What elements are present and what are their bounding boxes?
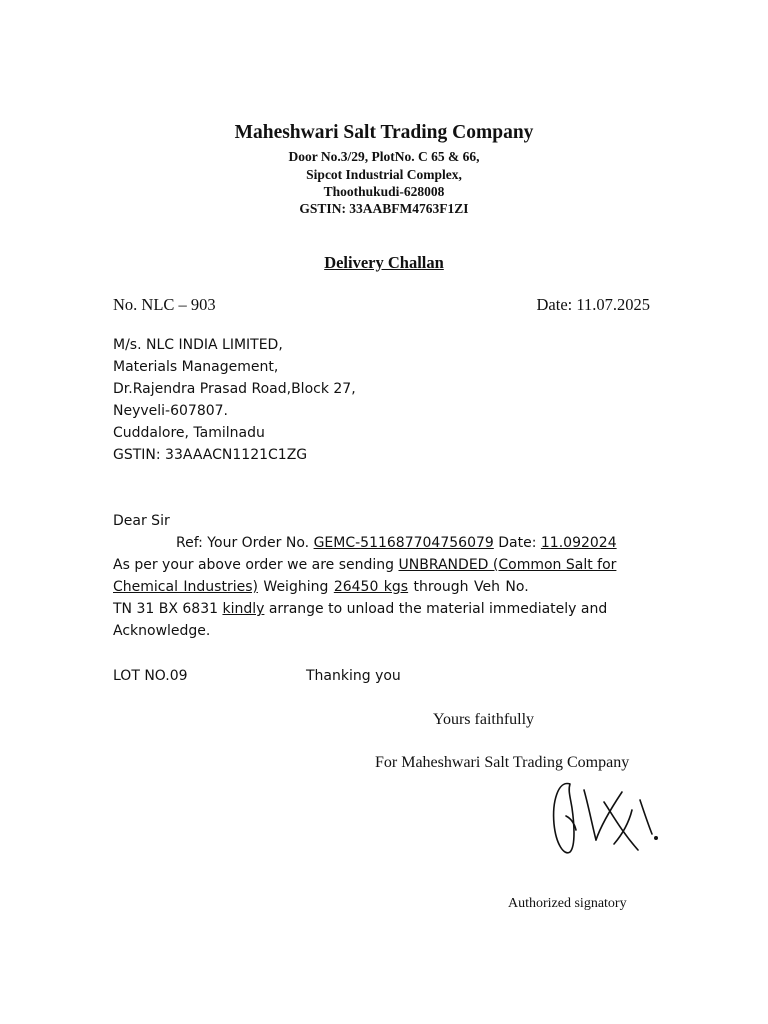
kindly-word: kindly bbox=[222, 601, 265, 617]
recipient-line: Materials Management, bbox=[113, 359, 279, 375]
company-gstin: GSTIN: 33AABFM4763F1ZI bbox=[299, 201, 469, 216]
recipient-gstin: GSTIN: 33AAACN1121C1ZG bbox=[113, 447, 308, 463]
body-line bbox=[113, 601, 607, 617]
challan-date: Date: 11.07.2025 bbox=[536, 295, 650, 314]
for-company: For Maheshwari Salt Trading Company bbox=[375, 754, 630, 771]
thanking-note: Thanking you bbox=[306, 668, 401, 684]
lot-number: LOT NO.09 bbox=[113, 668, 188, 684]
recipient-line: Dr.Rajendra Prasad Road,Block 27, bbox=[113, 381, 356, 397]
recipient-line: Cuddalore, Tamilnadu bbox=[113, 425, 265, 441]
recipient-line: M/s. NLC INDIA LIMITED, bbox=[113, 337, 283, 353]
product-description: Chemical Industries) bbox=[113, 579, 258, 595]
through-text: through Veh No. bbox=[408, 579, 529, 595]
company-address-line: Door No.3/29, PlotNo. C 65 & 66, bbox=[288, 149, 480, 164]
company-address-line: Sipcot Industrial Complex, bbox=[306, 167, 462, 182]
reference-line bbox=[176, 535, 617, 551]
ref-prefix: Ref: Your Order No. bbox=[176, 535, 314, 551]
body-line bbox=[113, 557, 616, 573]
weighing-text: Weighing bbox=[257, 579, 334, 595]
signature-icon bbox=[540, 772, 665, 857]
vehicle-number: TN 31 BX 6831 bbox=[113, 601, 223, 617]
body-line-rest: arrange to unload the material immediately and bbox=[264, 601, 608, 617]
product-description: UNBRANDED (Common Salt for bbox=[398, 557, 617, 573]
recipient-line: Neyveli-607807. bbox=[113, 403, 228, 419]
company-name: Maheshwari Salt Trading Company bbox=[234, 122, 534, 143]
order-number: GEMC-511687704756079 bbox=[313, 535, 494, 551]
document-title: Delivery Challan bbox=[324, 253, 444, 272]
challan-number: No. NLC – 903 bbox=[113, 295, 216, 314]
closing: Yours faithfully bbox=[433, 711, 535, 728]
authorized-signatory: Authorized signatory bbox=[508, 896, 627, 911]
ref-date-prefix: Date: bbox=[493, 535, 541, 551]
order-date: 11.092024 bbox=[540, 535, 617, 551]
body-line-prefix: As per your above order we are sending bbox=[113, 557, 399, 573]
company-address-line: Thoothukudi-628008 bbox=[323, 184, 445, 199]
salutation: Dear Sir bbox=[113, 513, 170, 529]
body-line: Acknowledge. bbox=[113, 623, 211, 639]
body-line bbox=[113, 579, 529, 595]
weight-value: 26450 kgs bbox=[333, 579, 409, 595]
